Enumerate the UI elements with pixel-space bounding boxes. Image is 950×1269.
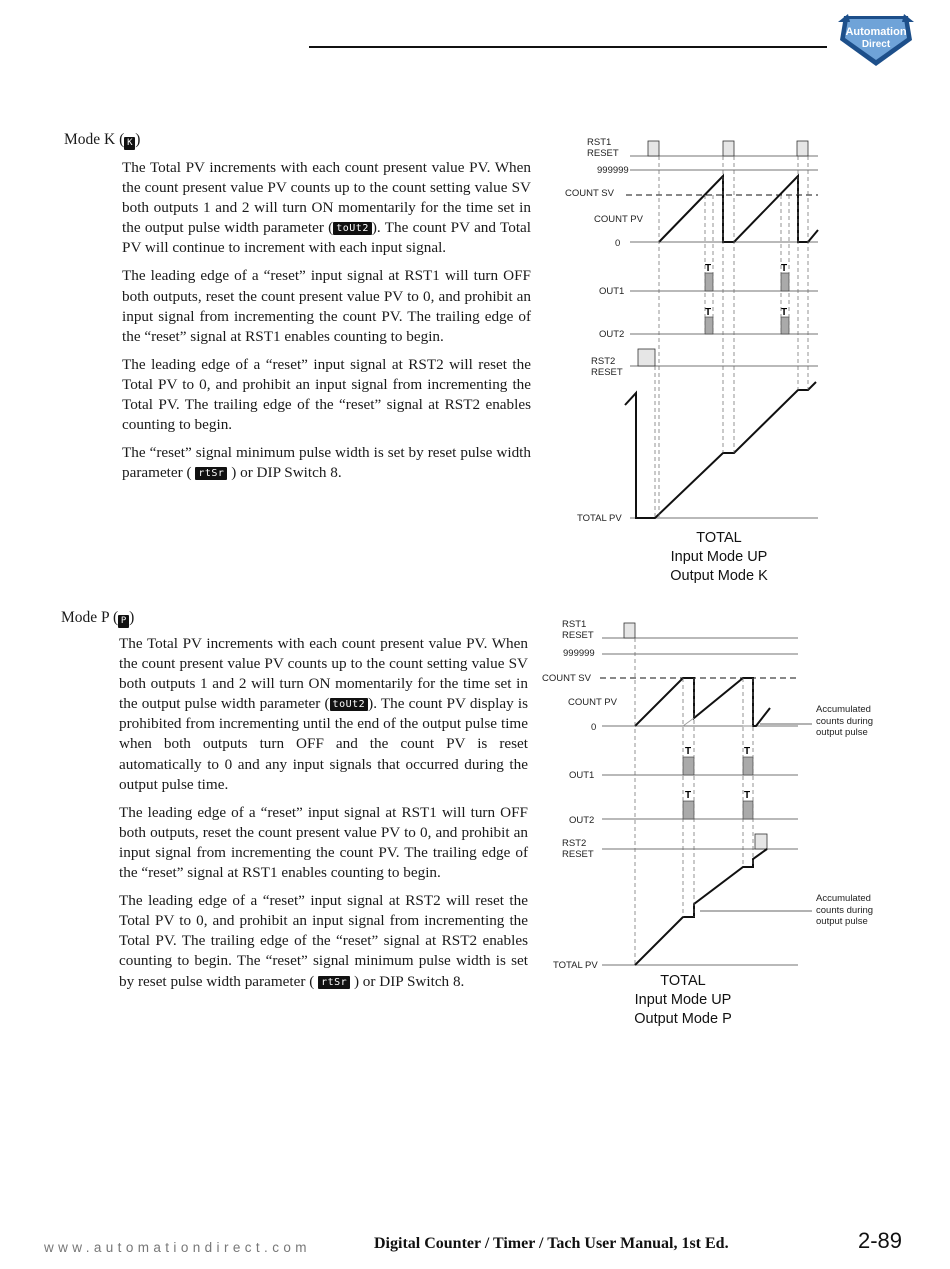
mode-k-timing-diagram [560, 130, 830, 535]
output-pulse-width-param: toUt2 [330, 698, 369, 711]
svg-text:T: T [705, 263, 712, 274]
accumulated-note-2-l1: Accumulated [816, 893, 871, 904]
accumulated-note-2-l3: output pulse [816, 916, 868, 927]
rst2-label: RST2 [591, 356, 616, 367]
svg-text:T: T [744, 790, 751, 801]
mode-k-text [122, 158, 531, 491]
mode-p-caption: TOTAL Input Mode UP Output Mode P [634, 973, 732, 1027]
accumulated-note-1-l2: counts during [816, 716, 874, 727]
rst1-reset-label: RESET [587, 148, 619, 159]
out2-label: OUT2 [599, 329, 625, 340]
max-label: 999999 [597, 165, 629, 176]
svg-text:T: T [705, 307, 712, 318]
svg-text:RST1: RST1 [562, 619, 587, 630]
mode-p-paragraph-2: The leading edge of a “reset” input signal at RST1 will turn OFF both outputs, reset the count present value PV to 0, and prohibit an input signal from incrementing the count PV. The trailing edge of the “reset” signal at RST1 enables counting to begin. [119, 803, 528, 882]
svg-text:TOTAL PV: TOTAL PV [553, 960, 598, 971]
mode-k-paragraph-4: The “reset” signal minimum pulse width is set by reset pulse width parameter ( rtSr ) or DIP Switch 8. [122, 444, 531, 482]
footer-url[interactable]: www.automationdirect.com [44, 1240, 311, 1255]
svg-text:T: T [744, 746, 751, 757]
mode-k-paragraph-1: The Total PV increments with each count present value PV. When the count present value PV counts up to the count setting value SV both outputs 1 and 2 will turn ON momentarily for the time set in the output pulse width parameter ( toUt2 ). The count PV and Total PV will continue to increment with each input signal. [122, 159, 531, 257]
mode-k-paragraph-2: The leading edge of a “reset” input signal at RST1 will turn OFF both outputs, reset the count present value PV to 0, and prohibit an input signal from incrementing the count PV. The trailing edge of the “reset” signal at RST1 enables counting to begin. [122, 267, 531, 345]
svg-text:COUNT PV: COUNT PV [568, 697, 617, 708]
mode-k-icon: K [124, 137, 135, 150]
mode-p-paragraph-1: The Total PV increments with each count present value PV. When the count present value PV counts up to the count setting value SV both outputs 1 and 2 will turn ON momentarily for the time set in the output pulse width parameter ( toUt2 ). The count PV display is prohibited from incrementing until the end of the output pulse time when both outputs turn OFF and the count PV is reset automatically to 0 and any input signals that occurred during the output pulse time. [119, 635, 528, 793]
accumulated-note-1-l3: output pulse [816, 727, 868, 738]
output-pulse-width-param: toUt2 [333, 222, 372, 235]
mode-k-title: Mode K ( K ) [64, 131, 141, 148]
svg-text:999999: 999999 [563, 648, 595, 659]
svg-text:RESET: RESET [562, 630, 594, 641]
reset-pulse-width-param: rtSr [195, 467, 227, 480]
mode-p-timing-diagram [540, 612, 890, 979]
svg-text:T: T [685, 790, 692, 801]
svg-text:0: 0 [591, 722, 597, 733]
header-rule [309, 46, 827, 48]
automationdirect-logo [836, 10, 916, 70]
rst2-reset-label: RESET [591, 367, 623, 378]
mode-k-caption: TOTAL Input Mode UP Output Mode K [670, 530, 768, 584]
count-pv-label: COUNT PV [594, 214, 643, 225]
svg-text:RST2: RST2 [562, 838, 587, 849]
svg-text:COUNT SV: COUNT SV [542, 673, 591, 684]
svg-text:OUT2: OUT2 [569, 815, 595, 826]
zero-label: 0 [615, 238, 621, 249]
mode-p-paragraph-3: The leading edge of a “reset” input signal at RST2 will reset the Total PV to 0, and prohibit an input signal from incrementing the Total PV. The trailing edge of the “reset” signal at RST2 enables counting to begin. The “reset” signal minimum pulse width is set by reset pulse width parameter ( rtSr ) or DIP Switch 8. [119, 892, 528, 990]
out1-label: OUT1 [599, 286, 625, 297]
svg-text:Automation: Automation [845, 26, 907, 38]
mode-p-text [119, 634, 528, 1000]
footer-title: Digital Counter / Timer / Tach User Manual, 1st Ed. [374, 1235, 729, 1252]
accumulated-note-1-l1: Accumulated [816, 704, 871, 715]
svg-text:T: T [781, 307, 788, 318]
svg-text:T: T [685, 746, 692, 757]
mode-p-title: Mode P ( P ) [61, 609, 135, 626]
rst1-label: RST1 [587, 137, 612, 148]
mode-p-icon: P [118, 615, 129, 628]
accumulated-note-2-l2: counts during [816, 905, 874, 916]
svg-text:Direct: Direct [861, 39, 891, 50]
total-pv-label: TOTAL PV [577, 513, 622, 524]
reset-pulse-width-param: rtSr [318, 976, 350, 989]
svg-text:RESET: RESET [562, 849, 594, 860]
mode-k-paragraph-3: The leading edge of a “reset” input signal at RST2 will reset the Total PV to 0, and prohibit an input signal from incrementing the Total PV. The trailing edge of the “reset” signal at RST2 enables counting to begin. [122, 355, 531, 434]
page-number: 2-89 [858, 1228, 903, 1253]
count-sv-label: COUNT SV [565, 188, 614, 199]
svg-text:OUT1: OUT1 [569, 770, 595, 781]
svg-text:T: T [781, 263, 788, 274]
